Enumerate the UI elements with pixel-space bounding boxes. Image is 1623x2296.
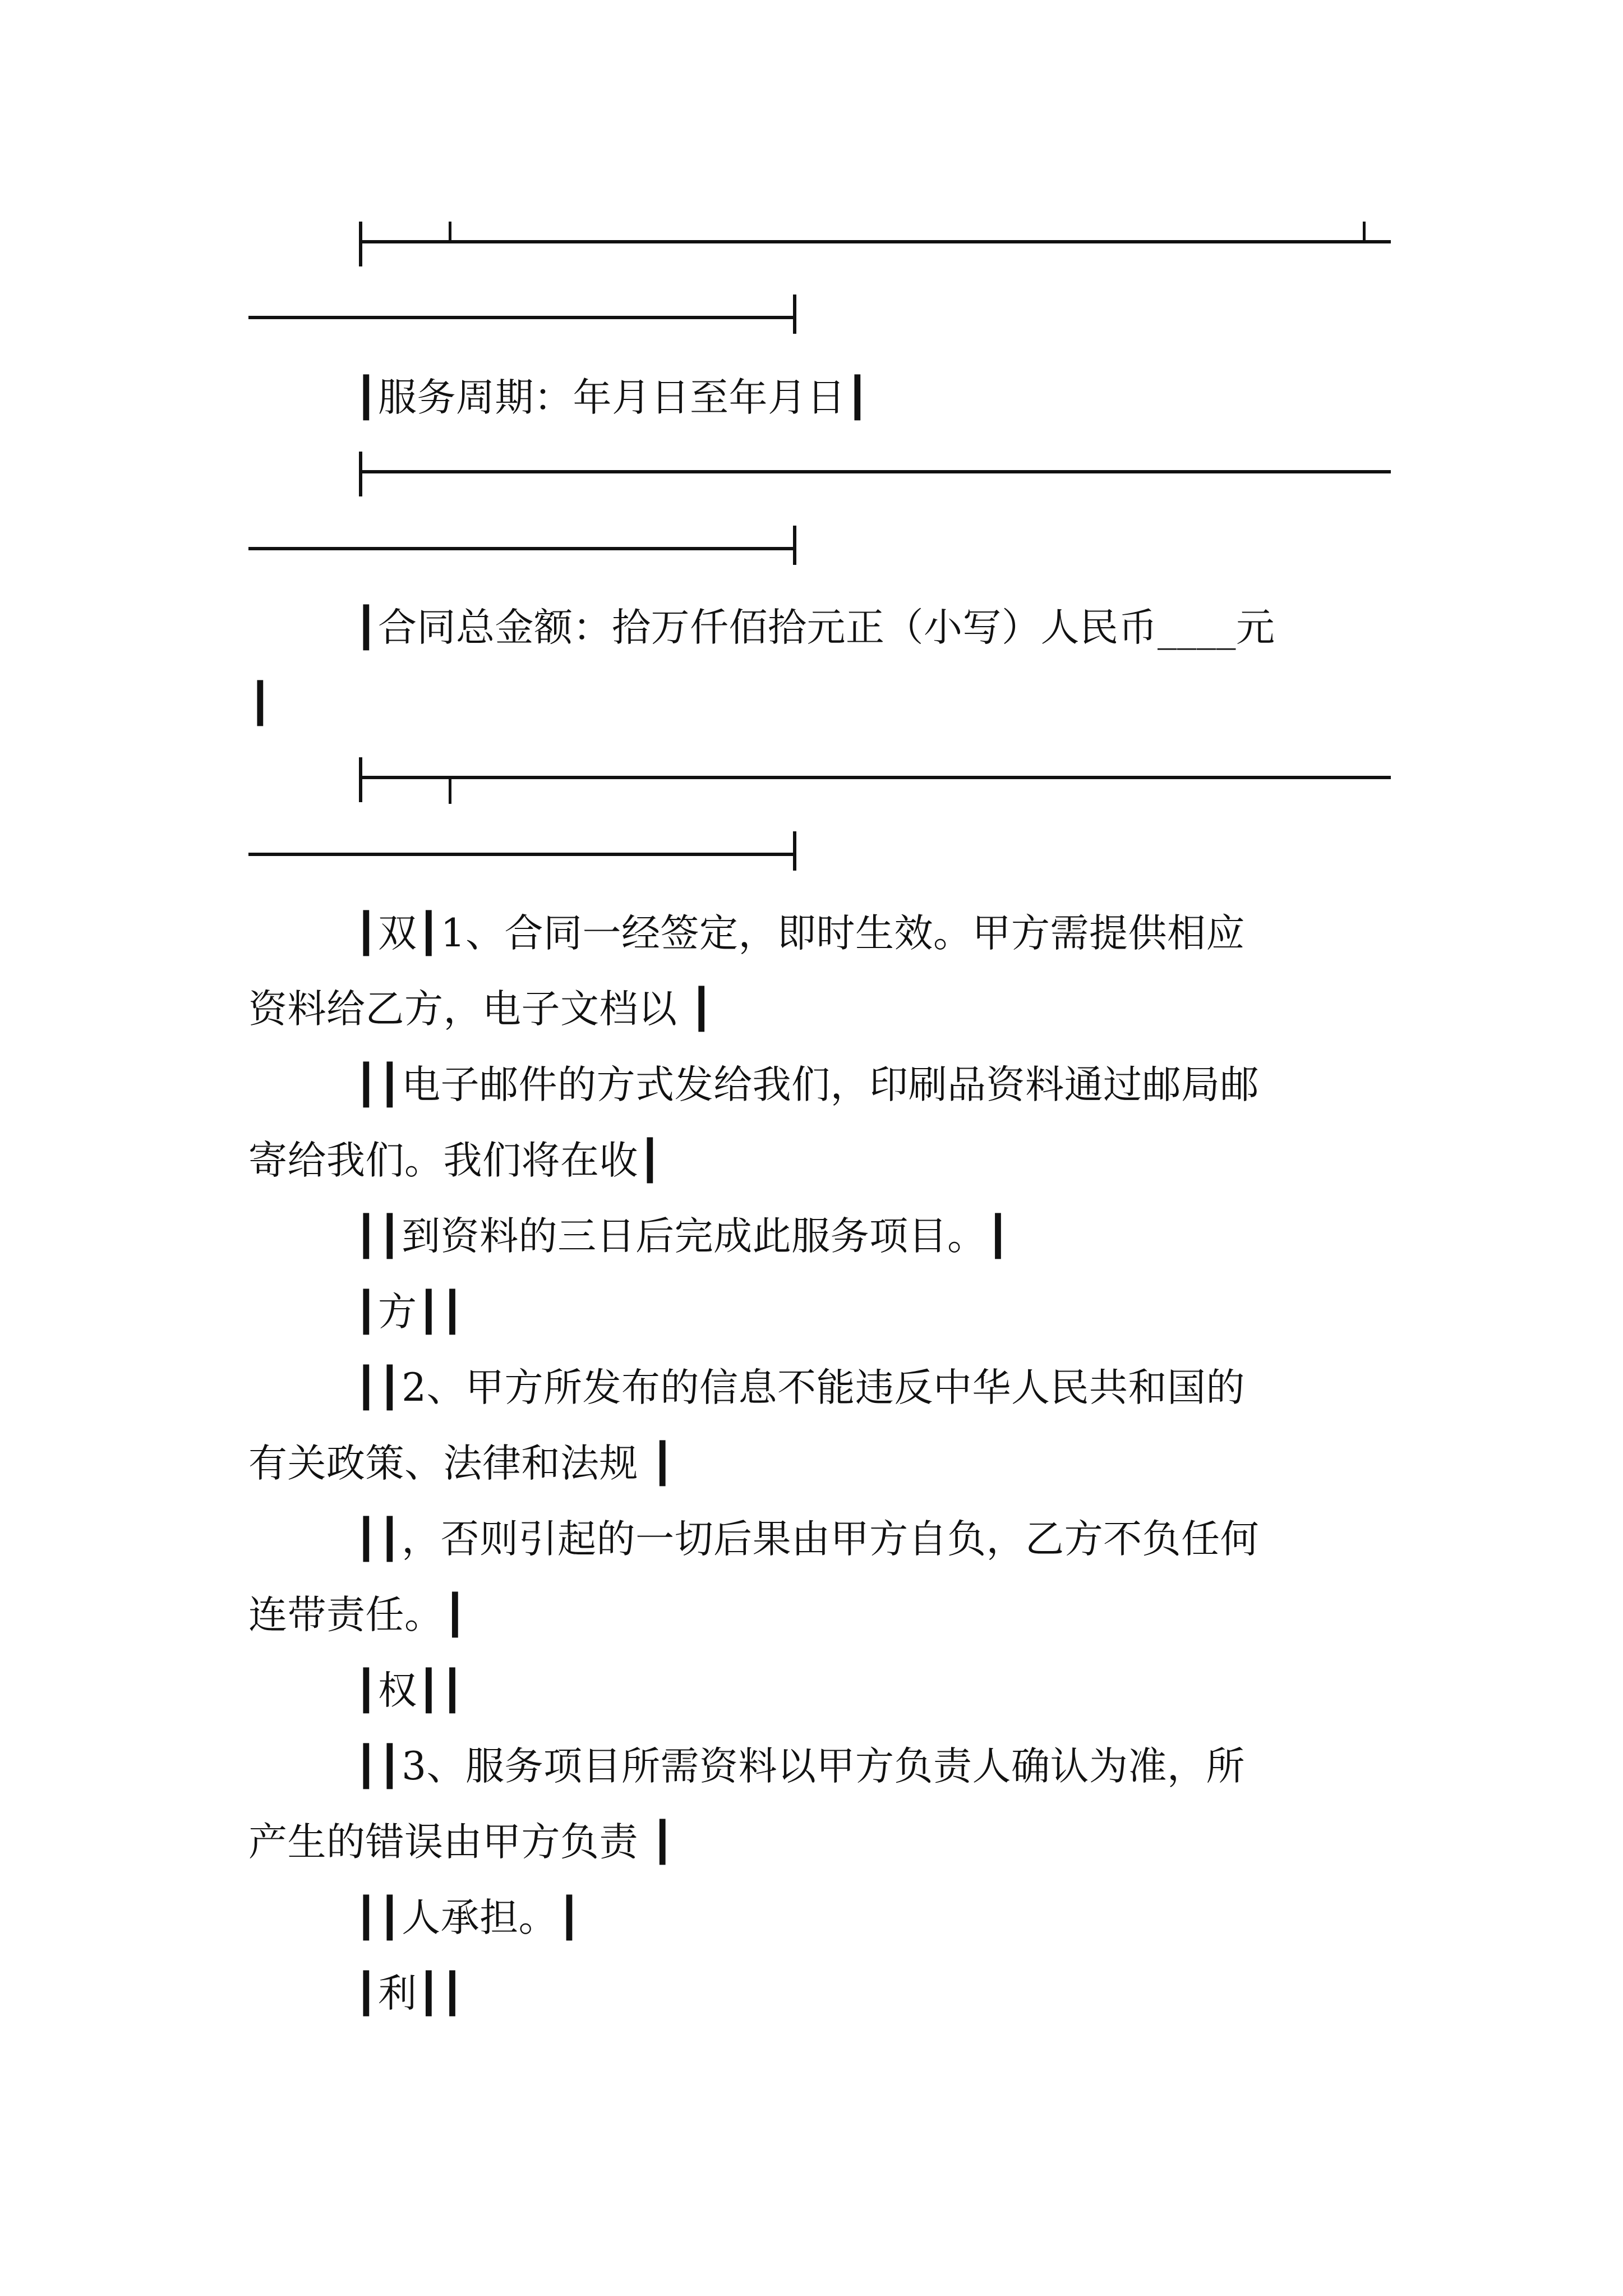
table-border-right-tick [793,295,796,334]
table-border-junction [449,222,451,242]
contract-amount-line: ┃合同总金额：拾万仟佰拾元正（小写）人民币____元 [354,605,1275,650]
table-border-line [248,853,796,856]
clause-3-line-3: ┃┃人承担。┃ [354,1895,582,1940]
table-border-junction [449,776,451,804]
table-border-right-tick [793,831,796,871]
clause-1-line-4: 寄给我们。我们将在收┃ [248,1138,662,1183]
clause-2-line-1: ┃┃2、甲方所发布的信息不能违反中华人民共和国的 [354,1365,1245,1410]
side-label-li: ┃利┃┃ [354,1971,464,2016]
table-border-left-tick [359,452,362,496]
clause-1-line-3: ┃┃电子邮件的方式发给我们，印刷品资料通过邮局邮 [354,1062,1260,1107]
table-border-line [359,776,1391,779]
table-border-left-tick [359,757,362,802]
clause-1-line-2: 资料给乙方，电子文档以 ┃ [248,987,713,1032]
clause-1-line-1: ┃双┃1、合同一经签定，即时生效。甲方需提供相应 [354,911,1245,956]
clause-2-line-3: ┃┃，否则引起的一切后果由甲方自负，乙方不负任何 [354,1517,1260,1562]
clause-3-line-1: ┃┃3、服务项目所需资料以甲方负责人确认为准，所 [354,1744,1245,1789]
side-label-quan: ┃权┃┃ [354,1668,464,1713]
clause-2-line-4: 连带责任。┃ [248,1593,467,1637]
table-border-line [248,547,796,550]
clause-2-line-2: 有关政策、法律和法规 ┃ [248,1441,675,1486]
table-border-right-tick [793,526,796,565]
table-border-line [248,316,796,319]
table-border-junction [1363,222,1366,242]
table-border-line [359,240,1391,243]
table-border-line [359,470,1391,473]
service-period-line: ┃服务周期：年月日至年月日┃ [354,375,870,420]
side-label-fang: ┃方┃┃ [354,1290,464,1335]
table-border-left-tick [359,222,362,266]
clause-3-line-2: 产生的错误由甲方负责 ┃ [248,1820,675,1865]
contract-amount-end-bar: ┃ [248,681,273,726]
clause-1-line-5: ┃┃到资料的三日后完成此服务项目。┃ [354,1214,1010,1259]
